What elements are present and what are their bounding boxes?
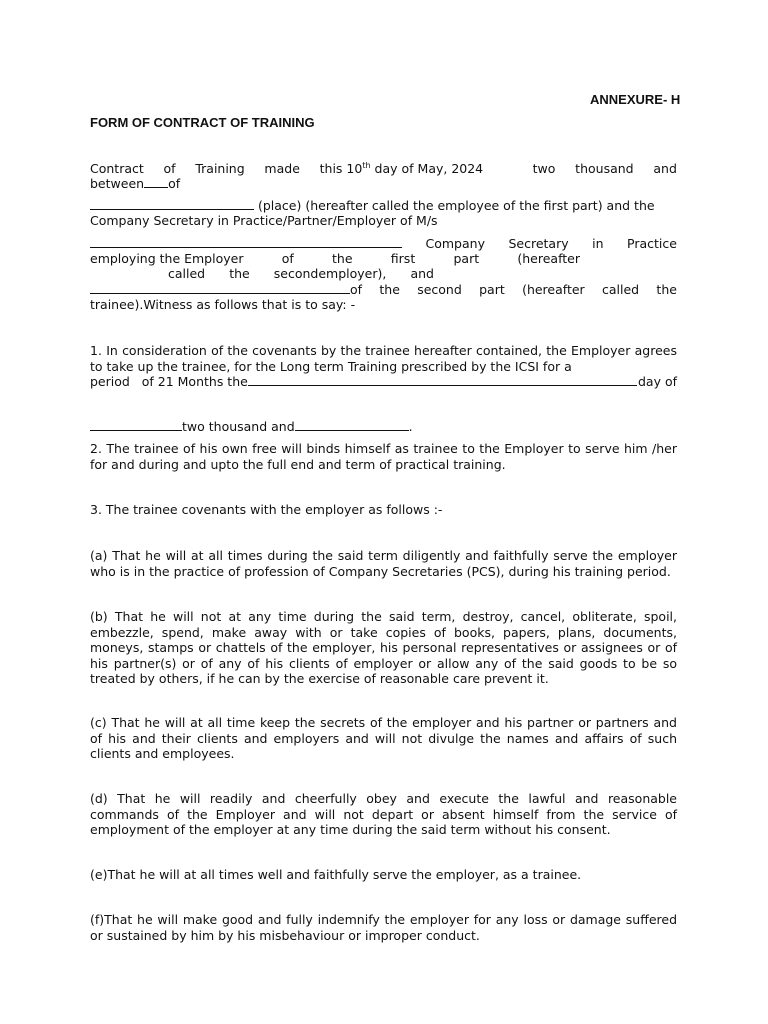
preamble-word: made — [264, 161, 300, 176]
preamble-line-1 — [90, 161, 677, 177]
clause-1 — [90, 343, 677, 374]
covenant-label: (a) — [90, 548, 108, 563]
preamble-word: Contract — [90, 161, 144, 176]
covenant-b-text: That he will not at any time during the said term, destroy, cancel, obliterate, spoil, embezzle, spend, make away with or take copies of books, papers, plans, documents, moneys, stamps or chattels of the employer, his personal representatives or assignees or of his partner(s) or of any of his clients of employer or allow any of the said goods to be so treated by others, if he can by the exercise of reasonable care prevent it. — [90, 609, 677, 686]
covenant-label: (e) — [90, 867, 108, 882]
covenant-c — [90, 715, 677, 762]
covenant-f — [90, 912, 677, 943]
clause-number: 3. — [90, 502, 102, 517]
preamble-word: in — [592, 236, 604, 251]
preamble-word: the — [379, 282, 400, 297]
preamble-line-4: Company Secretary in Practice/Partner/Employer of M/s — [90, 213, 438, 228]
covenant-b — [90, 609, 677, 687]
covenant-label: (c) — [90, 715, 107, 730]
annexure-label: ANNEXURE- H — [590, 92, 681, 107]
clause-number: 1. — [90, 343, 102, 358]
preamble-word: called — [168, 266, 206, 281]
place-blank-field[interactable] — [90, 198, 254, 210]
preamble-word: part — [479, 282, 505, 297]
preamble-word: called — [602, 282, 640, 297]
date-text — [320, 161, 484, 177]
preamble-word: and — [410, 266, 434, 281]
preamble-word: (hereafter — [517, 251, 580, 266]
covenant-a-text: That he will at all times during the said term diligently and faithfully serve the employer who is in the practice of profession of Company Secretaries (PCS), during his training period. — [90, 548, 677, 579]
preamble-word: employing the Employer — [90, 251, 244, 266]
date-rest: day of May, 2024 — [374, 161, 484, 176]
start-date-blank-field[interactable] — [248, 374, 637, 386]
preamble-line-8 — [90, 282, 677, 298]
preamble-word: second — [417, 282, 462, 297]
preamble-word: first — [390, 251, 416, 266]
covenant-e-text: That he will at all times well and faithfully serve the employer, as a trainee. — [107, 867, 582, 882]
firm-blank-field[interactable] — [90, 236, 402, 248]
preamble-word: Secretary — [508, 236, 569, 251]
day-blank-field[interactable] — [90, 419, 182, 431]
covenant-label: (d) — [90, 791, 108, 806]
preamble-place-text: (place) (hereafter called the employee of the first part) and the — [257, 198, 655, 213]
preamble-line-7 — [168, 266, 434, 282]
preamble-line-6 — [90, 251, 580, 267]
preamble-word: thousand — [575, 161, 634, 176]
clause-1-period: . — [408, 419, 413, 434]
preamble-word: the — [332, 251, 353, 266]
preamble-line-5 — [90, 236, 677, 252]
clause-1-year-text: two thousand and — [182, 419, 295, 434]
document-title: FORM OF CONTRACT OF TRAINING — [90, 115, 315, 130]
preamble-word: of — [163, 161, 176, 176]
preamble-word: Training — [195, 161, 245, 176]
preamble-word: part — [453, 251, 480, 266]
covenant-e — [90, 867, 677, 883]
preamble-word: Company — [425, 236, 485, 251]
clause-3 — [90, 502, 677, 518]
clause-3-text: The trainee covenants with the employer as follows :- — [105, 502, 443, 517]
blank-field[interactable] — [144, 176, 168, 188]
preamble-line-3 — [90, 198, 677, 214]
preamble-between: between — [90, 176, 145, 191]
preamble-word: and — [653, 161, 677, 176]
preamble-word: of — [350, 282, 363, 297]
preamble-word: Practice — [627, 236, 677, 251]
preamble-word: secondemployer), — [273, 266, 387, 281]
covenant-a — [90, 548, 677, 579]
covenant-label: (f) — [90, 912, 105, 927]
covenant-c-text: That he will at all time keep the secrets of the employer and his partner or partners and of his and their clients and employers and will not divulge the names and affairs of such clients and employees. — [90, 715, 677, 761]
clause-2-text: The trainee of his own free will binds himself as trainee to the Employer to serve him /her for and during and upto the full end and term of practical training. — [90, 441, 677, 472]
preamble-line-9: trainee).Witness as follows that is to say: - — [90, 297, 356, 312]
covenant-d — [90, 791, 677, 838]
preamble-line-2 — [90, 176, 677, 192]
preamble-word: of — [281, 251, 294, 266]
covenant-d-text: That he will readily and cheerfully obey and execute the lawful and reasonable commands of the Employer and will not depart or absent himself from the service of employment of the employer at any time during the said term without his consent. — [90, 791, 678, 837]
preamble-word: the — [229, 266, 250, 281]
covenant-f-text: That he will make good and fully indemnify the employer for any loss or damage suffered or sustained by him by his misbehaviour or improper conduct. — [90, 912, 677, 943]
preamble-word: two — [532, 161, 556, 176]
clause-number: 2. — [90, 441, 102, 456]
year-blank-field[interactable] — [295, 419, 409, 431]
clause-1-text: In consideration of the covenants by the trainee hereafter contained, the Employer agrees to take up the trainee, for the Long term Training prescribed by the ICSI for a — [90, 343, 677, 374]
clause-1-line-3 — [90, 374, 677, 390]
clause-1-period-text: period of 21 Months the — [90, 374, 248, 389]
preamble-word: the — [656, 282, 677, 297]
clause-1-dayof: day of — [637, 374, 677, 389]
preamble-of: of — [168, 176, 181, 191]
covenant-label: (b) — [90, 609, 108, 624]
date-superscript: th — [362, 160, 371, 170]
clause-2 — [90, 441, 677, 472]
date-day: this 10 — [319, 161, 363, 176]
clause-1-line-4 — [90, 419, 677, 435]
preamble-word: (hereafter — [522, 282, 585, 297]
trainee-blank-field[interactable] — [90, 282, 350, 294]
